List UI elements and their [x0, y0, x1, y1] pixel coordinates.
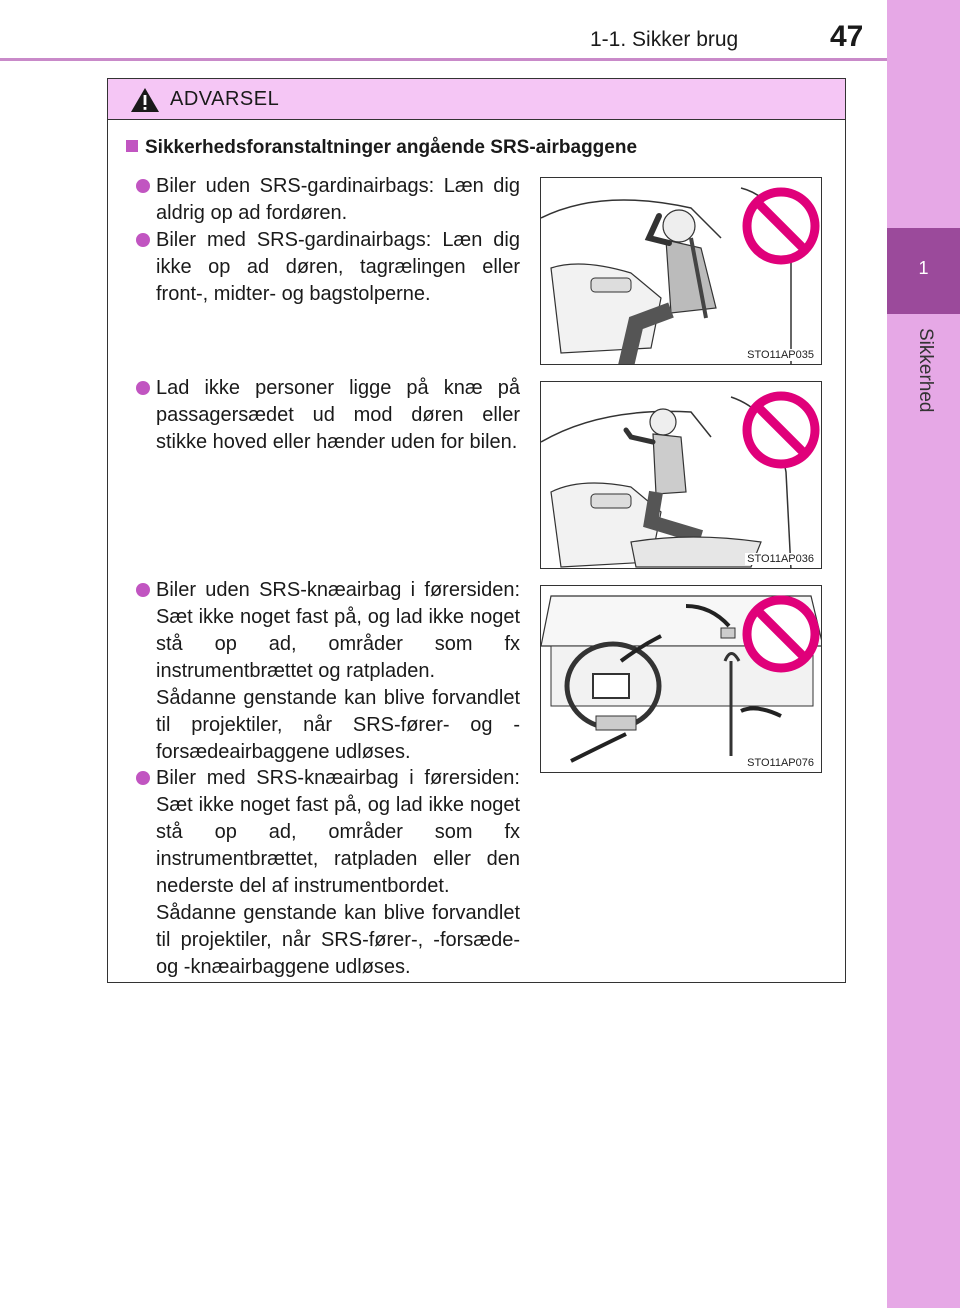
- illustration-person-leaning: [541, 178, 822, 365]
- list-item-text: Lad ikke personer ligge på knæ på passagersædet ud mod døren eller stikke hoved eller hænder uden for bilen.: [156, 377, 520, 453]
- list-item-text: Biler uden SRS-knæairbag i førersiden: Sæt ikke noget fast på, og lad ikke noget stå op ad, områder som fx instrumentbrættet og ratpladen.: [156, 579, 520, 682]
- bullet-dot-icon: [136, 179, 150, 193]
- square-bullet-icon: [126, 140, 138, 152]
- figure-dashboard-objects: [540, 585, 822, 773]
- chapter-number: 1: [918, 258, 929, 278]
- header-section-title: 1-1. Sikker brug: [590, 28, 739, 51]
- warning-title: ADVARSEL: [170, 88, 280, 110]
- illustration-person-kneeling: [541, 382, 822, 569]
- warning-header: [108, 79, 845, 120]
- list-item: [136, 173, 520, 227]
- list-item-text: Biler med SRS-knæairbag i førersiden: Sæt ikke noget fast på, og lad ikke noget stå op ad, områder som fx instrumentbrættet, ratpladen eller den nederste del af instrumentbordet.: [156, 767, 520, 897]
- illustration-dashboard: [541, 586, 822, 773]
- bullet-dot-icon: [136, 583, 150, 597]
- list-item-text: Biler med SRS-gardinairbags: Læn dig ikke op ad døren, tagrælingen eller front-, midter- og bagstolperne.: [156, 229, 520, 305]
- chapter-side-tab: [887, 0, 960, 1308]
- warning-box: [107, 78, 846, 983]
- warning-subheading-text: Sikkerhedsforanstaltninger angående SRS-airbaggene: [145, 137, 638, 158]
- list-item: [136, 375, 520, 456]
- list-item-text: Biler uden SRS-gardinairbags: Læn dig aldrig op ad fordøren.: [156, 175, 520, 224]
- warning-subheading: [126, 137, 637, 159]
- list-item-text-continued: Sådanne genstande kan blive forvandlet til projektiler, når SRS-fører-, -forsæde- og -knæairbaggene udløses.: [156, 902, 520, 978]
- figure-code: STO11AP076: [747, 757, 814, 769]
- chapter-label: Sikkerhed: [915, 328, 936, 413]
- bullet-dot-icon: [136, 771, 150, 785]
- figure-code: STO11AP036: [747, 553, 814, 565]
- figure-kneeling-on-seat: [540, 381, 822, 569]
- page-number: 47: [830, 20, 864, 53]
- bullet-dot-icon: [136, 381, 150, 395]
- figure-leaning-on-door: [540, 177, 822, 365]
- figure-code: STO11AP035: [747, 349, 814, 361]
- list-item: [136, 765, 520, 981]
- bullet-dot-icon: [136, 233, 150, 247]
- list-item: [136, 227, 520, 308]
- header-rule: [0, 58, 887, 61]
- list-item-text-continued: Sådanne genstande kan blive forvandlet til projektiler, når SRS-fører- og -forsædeairbaggene udløses.: [156, 687, 520, 763]
- list-item: [136, 577, 520, 766]
- warning-triangle-icon: [130, 87, 160, 113]
